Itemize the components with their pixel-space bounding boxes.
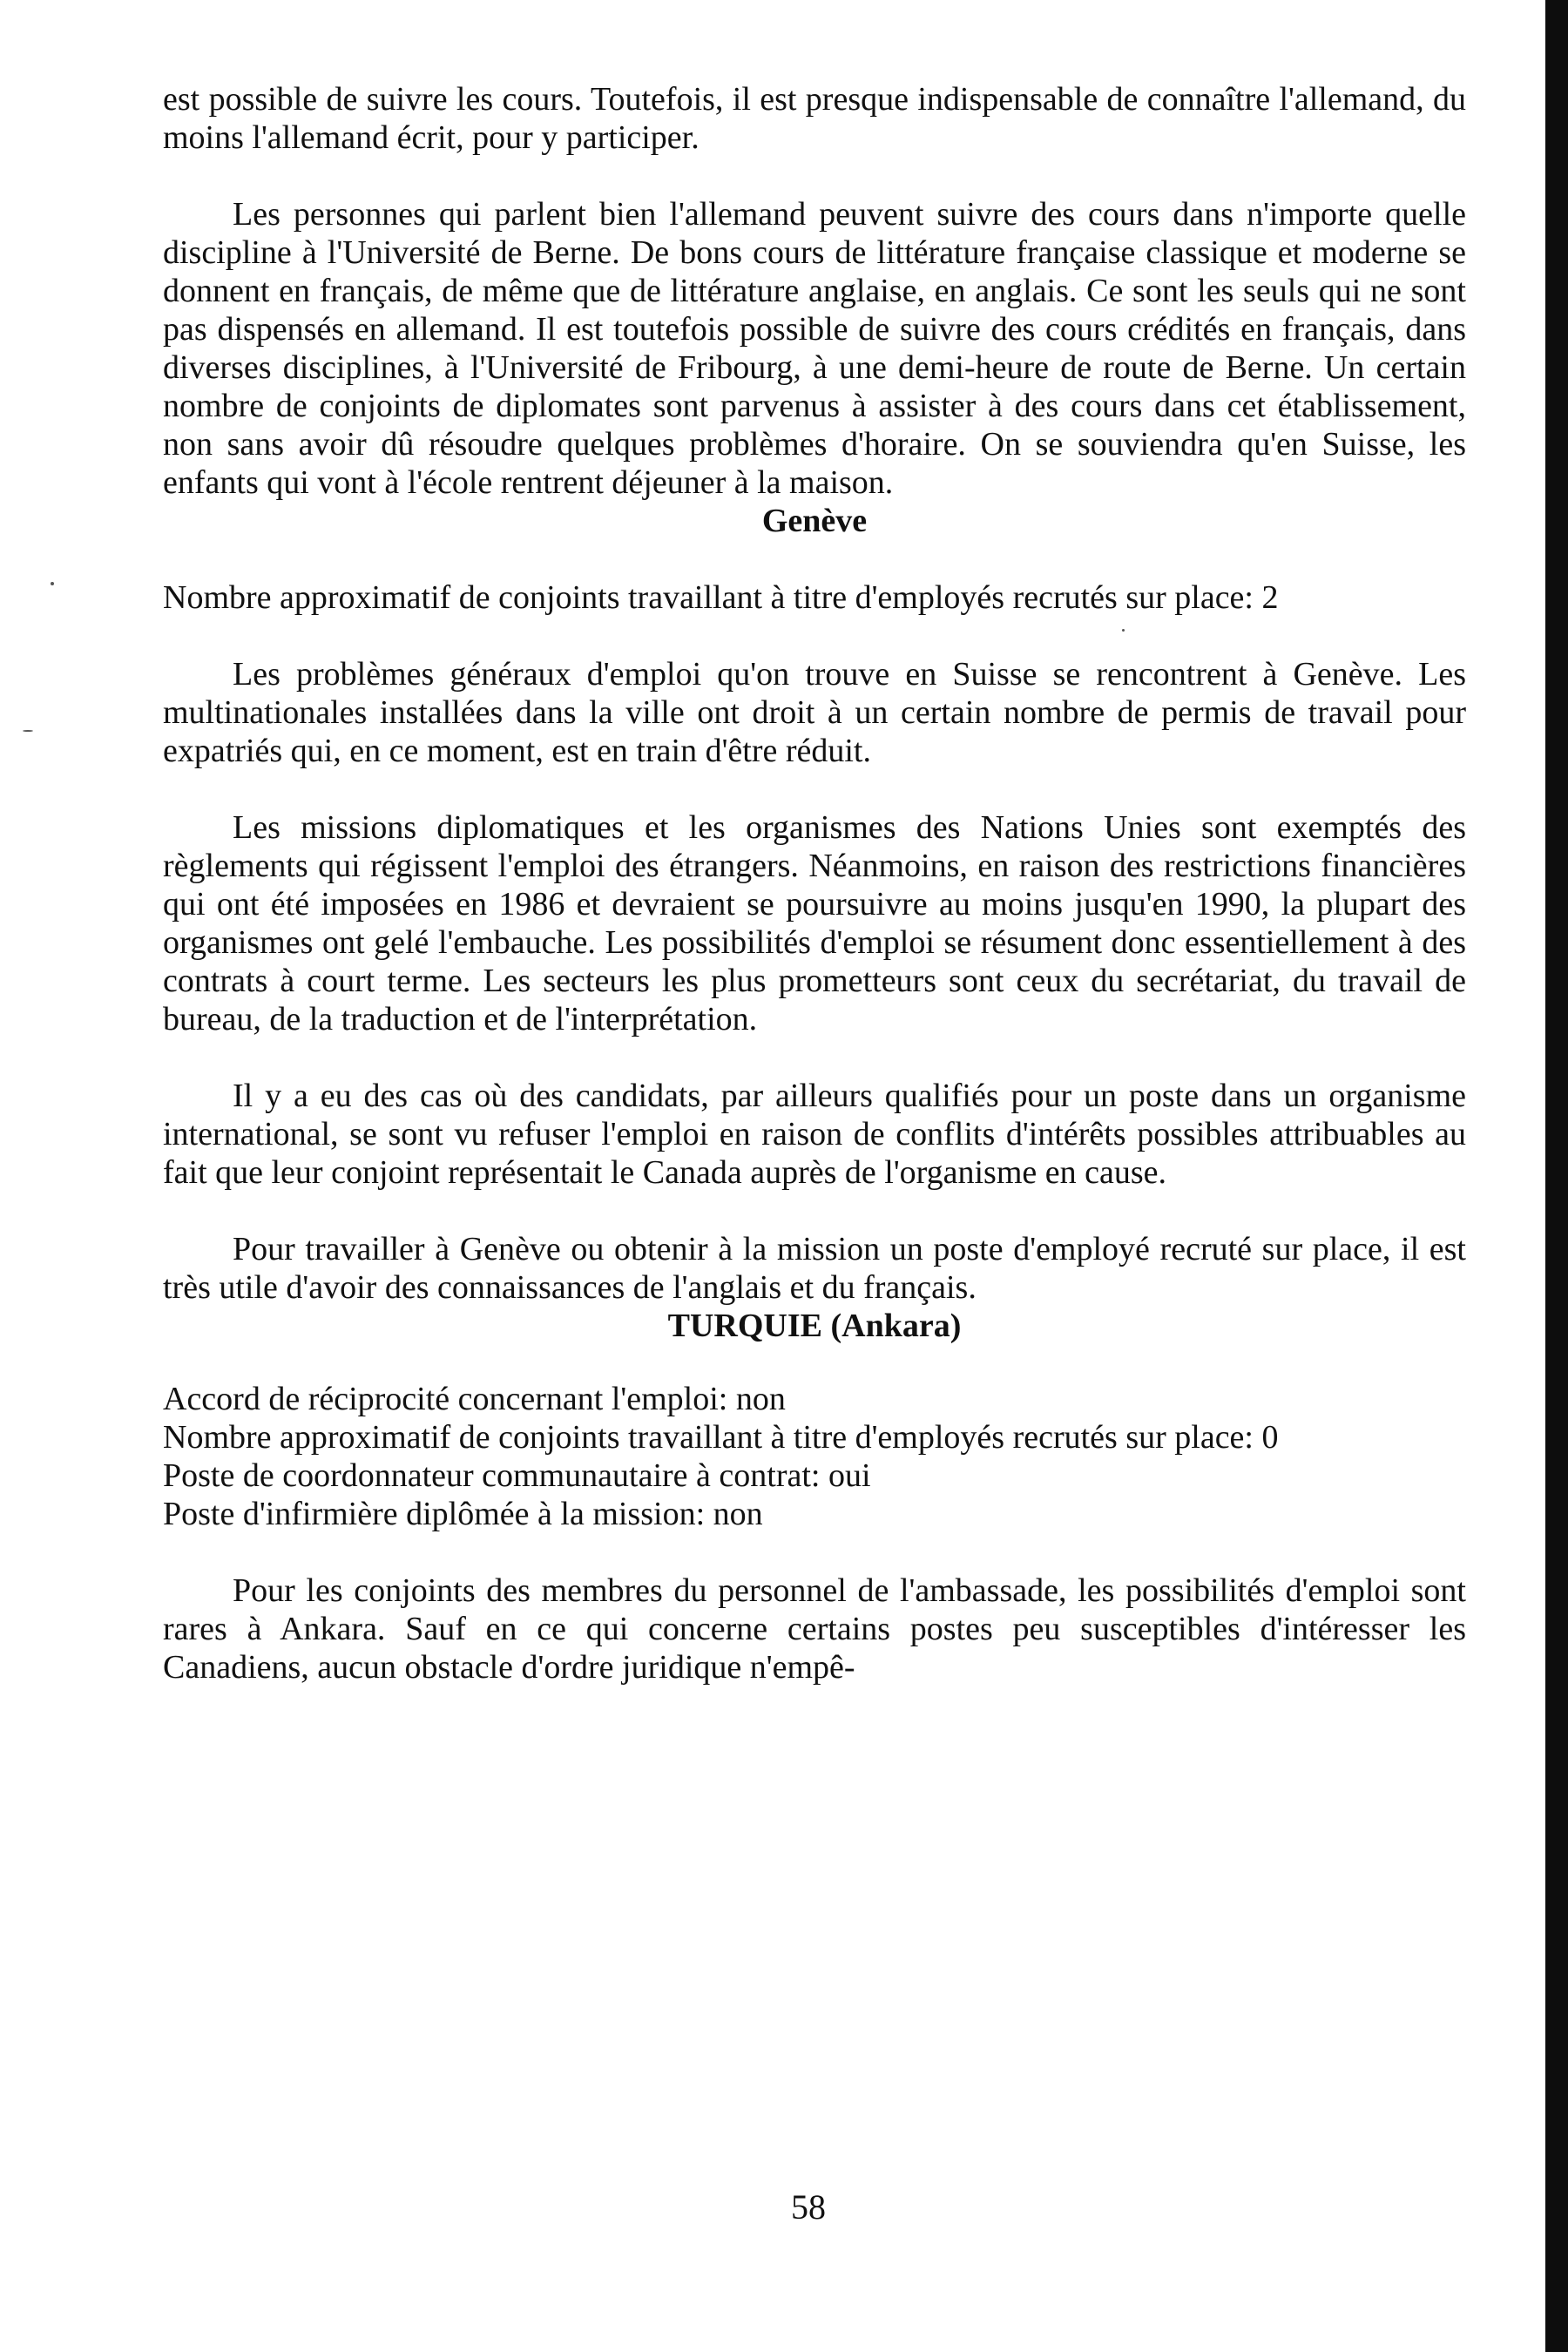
section-heading-geneve: Genève — [761, 503, 868, 539]
document-body — [163, 80, 1466, 1686]
geneve-paragraph-4: Pour travailler à Genève ou obtenir à la mission un poste d'employé recruté sur place, il est très utile d'avoir des connaissances de l'anglais et du français. — [163, 1231, 1466, 1306]
intro-paragraph-1: est possible de suivre les cours. Toutefois, il est presque indispensable de connaître l'allemand, du moins l'allemand écrit, pour y participer. — [163, 81, 1466, 156]
turquie-info-line: Accord de réciprocité concernant l'emploi: non — [163, 1381, 786, 1417]
geneve-info-line: Nombre approximatif de conjoints travaillant à titre d'employés recrutés sur place: 2 — [163, 579, 1279, 616]
geneve-paragraph-1: Les problèmes généraux d'emploi qu'on trouve en Suisse se rencontrent à Genève. Les multinationales installées dans la ville ont droit à un certain nombre de permis de travail pour expatriés qui, en ce moment, est en train d'être réduit. — [163, 656, 1466, 769]
scan-edge-border — [1545, 0, 1568, 2352]
geneve-paragraph-2: Les missions diplomatiques et les organismes des Nations Unies sont exemptés des règlements qui régissent l'emploi des étrangers. Néanmoins, en raison des restrictions financières qui ont été imposées en 1986 et devraient se poursuivre au moins jusqu'en 1990, la plupart des organismes ont gelé l'embauche. Les possibilités d'emploi se résument donc essentiellement à des contrats à court terme. Les secteurs les plus prometteurs sont ceux du secrétariat, du travail de bureau, de la traduction et de l'interprétation. — [163, 809, 1466, 1037]
turquie-info-line: Nombre approximatif de conjoints travaillant à titre d'employés recrutés sur place: 0 — [163, 1419, 1279, 1456]
turquie-info-line: Poste de coordonnateur communautaire à contrat: oui — [163, 1457, 871, 1494]
page-number: 58 — [791, 2187, 826, 2227]
section-heading-turquie: TURQUIE (Ankara) — [667, 1308, 962, 1344]
scan-speck — [51, 582, 54, 585]
intro-paragraph-2: Les personnes qui parlent bien l'allemand peuvent suivre des cours dans n'importe quelle discipline à l'Université de Berne. De bons cours de littérature française classique et moderne se donnent en français, de même que de littérature anglaise, en anglais. Ce sont les seuls qui ne sont pas dispensés en allemand. Il est toutefois possible de suivre des cours crédités en français, dans diverses disciplines, à l'Université de Fribourg, à une demi-heure de route de Berne. Un certain nombre de conjoints de diplomates sont parvenus à assister à des cours dans cet établissement, non sans avoir dû résoudre quelques problèmes d'horaire. On se souviendra qu'en Suisse, les enfants qui vont à l'école rentrent déjeuner à la maison. — [163, 196, 1466, 501]
turquie-info-line: Poste d'infirmière diplômée à la mission: non — [163, 1496, 763, 1532]
turquie-info-block — [163, 1380, 1466, 1533]
scan-speck — [23, 730, 33, 732]
geneve-paragraph-3: Il y a eu des cas où des candidats, par ailleurs qualifiés pour un poste dans un organisme international, se sont vu refuser l'emploi en raison de conflits d'intérêts possibles attribuables au fait que leur conjoint représentait le Canada auprès de l'organisme en cause. — [163, 1078, 1466, 1191]
turquie-paragraph: Pour les conjoints des membres du personnel de l'ambassade, les possibilités d'emploi sont rares à Ankara. Sauf en ce qui concerne certains postes peu susceptibles d'intéresser les Canadiens, aucun obstacle d'ordre juridique n'empê- — [163, 1572, 1466, 1686]
